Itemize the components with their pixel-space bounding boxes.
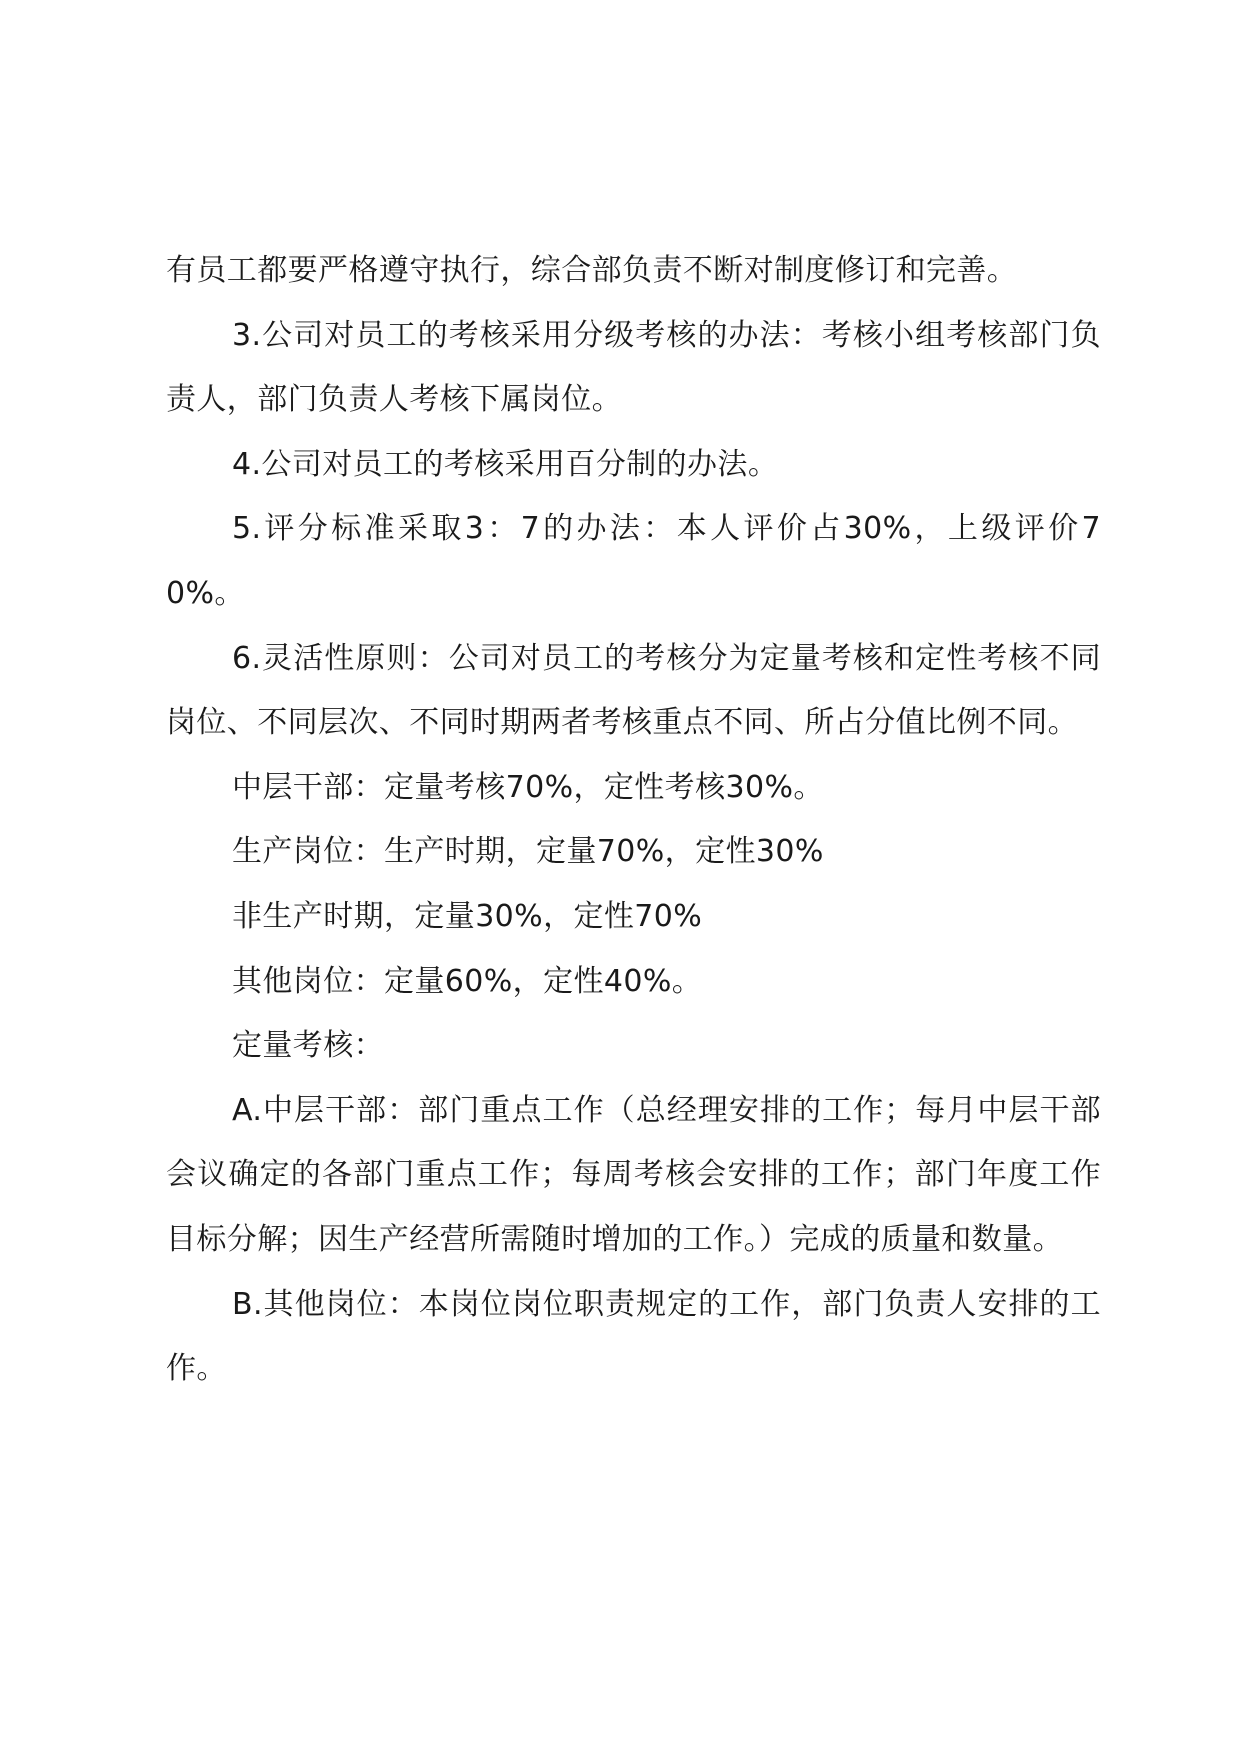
document-body (166, 239, 1101, 1402)
paragraph-item-b: B.其他岗位：本岗位岗位职责规定的工作，部门负责人安排的工作。 (166, 1286, 1101, 1387)
paragraph-item-4: 4.公司对员工的考核采用百分制的办法。 (232, 446, 779, 482)
paragraph-middle-management: 中层干部：定量考核70%，定性考核30%。 (232, 769, 824, 805)
paragraph-non-production-period: 非生产时期，定量30%，定性70% (232, 898, 703, 934)
paragraph-continuation: 有员工都要严格遵守执行，综合部负责不断对制度修订和完善。 (166, 253, 1018, 288)
paragraph-other-posts: 其他岗位：定量60%，定性40%。 (232, 963, 703, 999)
paragraph-item-3: 3.公司对员工的考核采用分级考核的办法：考核小组考核部门负责人，部门负责人考核下属岗位。 (166, 317, 1101, 418)
paragraph-item-a: A.中层干部：部门重点工作（总经理安排的工作；每月中层干部会议确定的各部门重点工作；每周考核会安排的工作；部门年度工作目标分解；因生产经营所需随时增加的工作。）完成的质量和数量。 (166, 1092, 1101, 1257)
paragraph-production-posts: 生产岗位：生产时期，定量70%，定性30% (232, 834, 824, 870)
paragraph-quantitative-heading: 定量考核： (232, 1028, 384, 1064)
paragraph-item-5: 5.评分标准采取3：7的办法：本人评价占30%，上级评价70%。 (166, 511, 1101, 611)
paragraph-item-6: 6.灵活性原则：公司对员工的考核分为定量考核和定性考核不同岗位、不同层次、不同时期两者考核重点不同、所占分值比例不同。 (166, 640, 1101, 741)
